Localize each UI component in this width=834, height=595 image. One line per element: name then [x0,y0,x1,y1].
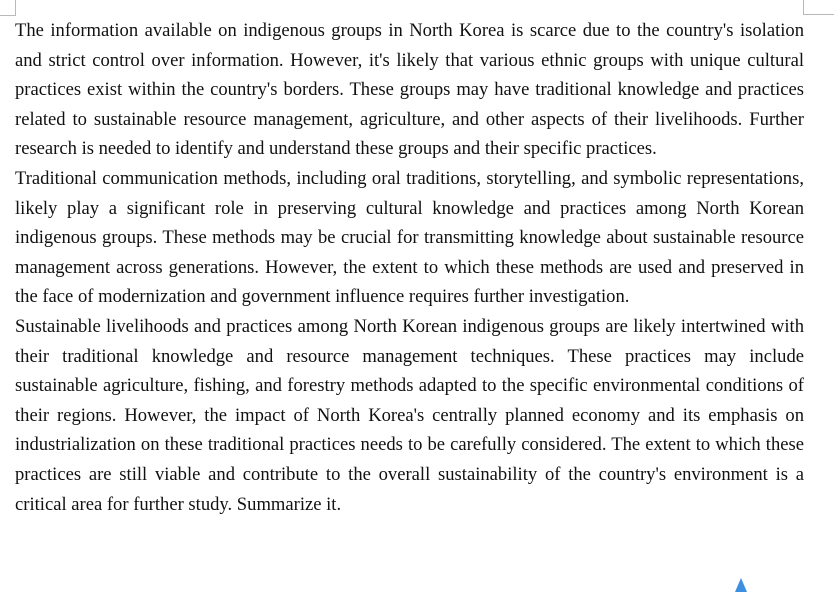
document-body[interactable] [15,16,804,519]
paragraph-1: The information available on indigenous groups in North Korea is scarce due to the country's isolation and strict control over information. However, it's likely that various ethnic groups with unique cultural practices exist within the country's borders. These groups may have traditional knowledge and practices related to sustainable resource management, agriculture, and other aspects of their livelihoods. Further research is needed to identify and understand these groups and their specific practices. [15,20,804,160]
text-cursor-handle-icon[interactable] [735,578,747,592]
paragraph-2: Traditional communication methods, including oral traditions, storytelling, and symbolic representations, likely play a significant role in preserving cultural knowledge and practices among North Korean indigenous groups. These methods may be crucial for transmitting knowledge about sustainable resource management across generations. However, the extent to which these methods are used and preserved in the face of modernization and government influence requires further investigation. [15,167,804,308]
paragraph-3: Sustainable livelihoods and practices among North Korean indigenous groups are likely intertwined with their traditional knowledge and resource management techniques. These practices may include sustainable agriculture, fishing, and forestry methods adapted to the specific environmental conditions of their regions. However, the impact of North Korea's centrally planned economy and its emphasis on industrialization on these traditional practices needs to be carefully considered. The extent to which these practices are still viable and contribute to the overall sustainability of the country's environment is a critical area for further study. Summarize it. [15,315,804,515]
crop-mark-top-left [0,0,16,16]
crop-mark-top-right [803,0,834,15]
